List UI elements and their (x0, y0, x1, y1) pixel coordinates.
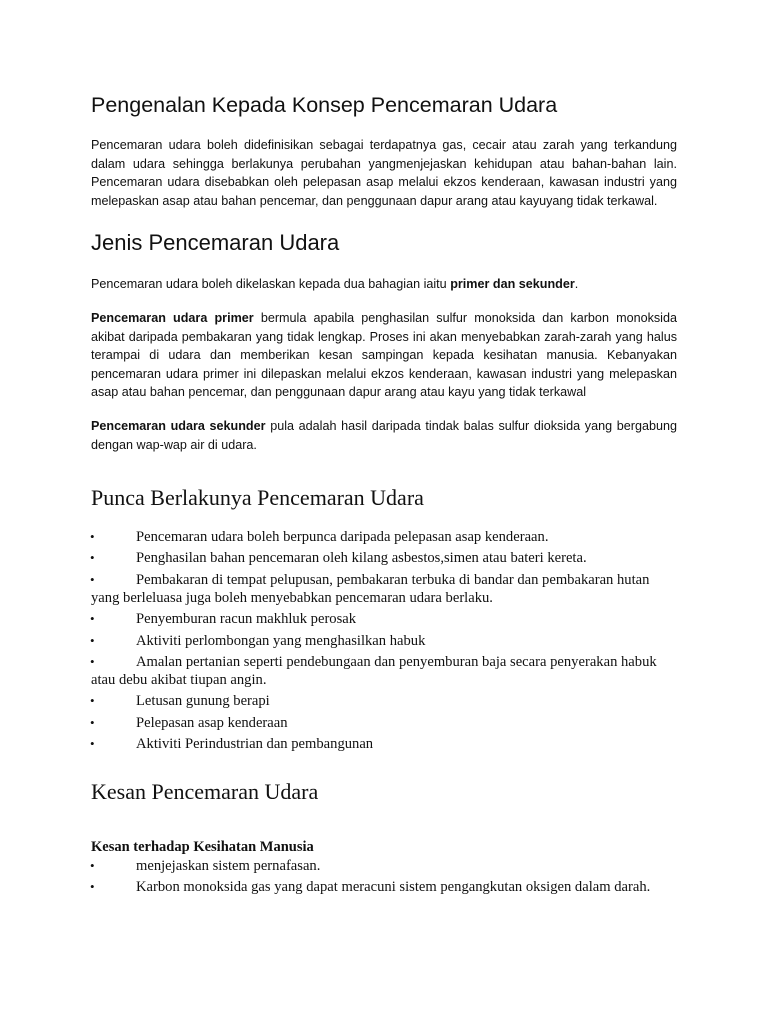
list-item (91, 735, 681, 753)
section-title-punca: Punca Berlakunya Pencemaran Udara (91, 485, 424, 510)
bullet-icon: • (90, 529, 95, 544)
bullet-icon: • (90, 736, 95, 752)
list-item (91, 653, 681, 689)
paragraph-classification (91, 275, 677, 294)
bullet-icon: • (90, 714, 95, 730)
list-item (91, 692, 681, 710)
bullet-icon: • (90, 879, 95, 895)
punca-list (91, 528, 681, 757)
list-item-text: Penghasilan bahan pencemaran oleh kilang asbestos,simen atau bateri kereta. (136, 550, 587, 567)
paragraph-sekunder (91, 417, 677, 454)
section-title-jenis: Jenis Pencemaran Udara (91, 230, 340, 255)
list-item-text: Aktiviti perlombongan yang menghasilkan habuk (136, 632, 426, 649)
list-item (91, 714, 681, 732)
bullet-icon: • (90, 653, 95, 669)
list-item (91, 610, 681, 628)
bullet-icon: • (90, 611, 95, 627)
paragraph-primer (91, 309, 677, 402)
section-title-kesan: Kesan Pencemaran Udara (91, 779, 319, 804)
list-item-text: Pembakaran di tempat pelupusan, pembakaran terbuka di bandar dan pembakaran hutan yang berleluasa juga boleh menyebabkan pencemaran udara berlaku. (91, 571, 650, 606)
primer-term: Pencemaran udara primer (91, 311, 254, 325)
paragraph-definition: Pencemaran udara boleh didefinisikan sebagai terdapatnya gas, cecair atau zarah yang terkandung dalam udara sehingga berlakunya perubahan yangmenjejaskan kehidupan atau bahan-bahan lain. Pencemaran udara disebabkan oleh pelepasan asap melalui ekzos kenderaan, kawasan industri yang melepaskan asap atau bahan pencemar, dan penggunaan dapur arang atau kayuyang tidak terkawal. (91, 138, 677, 208)
list-item-text: Aktiviti Perindustrian dan pembangunan (136, 736, 374, 753)
list-item-text: Pencemaran udara boleh berpunca daripada pelepasan asap kenderaan. (136, 529, 549, 545)
sekunder-text: pula adalah hasil daripada tindak balas sulfur dioksida yang bergabung dengan wap-wap air di udara. (91, 419, 677, 452)
section-title-pengenalan: Pengenalan Kepada Konsep Pencemaran Udara (91, 93, 558, 117)
list-item (91, 571, 681, 607)
list-item-text: Pelepasan asap kenderaan (136, 714, 288, 731)
primer-text: bermula apabila penghasilan sulfur monoksida dan karbon monoksida akibat daripada pembakaran yang tidak lengkap. Proses ini akan menyebabkan zarah-zarah yang halus terampai di udara dan memberikan kesan sampingan kepada kesihatan manusia. Kebanyakan pencemaran udara primer ini dilepaskan melalui ekzos kenderaan, kawasan industri yang melepaskan asap atau bahan pencemar, dan penggunaan dapur arang atau kayu yang tidak terkawal (91, 311, 677, 399)
list-item (91, 878, 681, 896)
bullet-icon: • (90, 858, 95, 873)
list-item (91, 549, 681, 567)
bullet-icon: • (90, 571, 95, 587)
list-item-text: Amalan pertanian seperti pendebungaan dan penyemburan baja secara penyerakan habuk atau debu akibat tiupan angin. (91, 653, 657, 688)
list-item-text: menjejaskan sistem pernafasan. (136, 858, 321, 874)
subheading-kesihatan: Kesan terhadap Kesihatan Manusia (91, 839, 314, 855)
list-item-text: Penyemburan racun makhluk perosak (136, 611, 357, 628)
kesan-list (91, 857, 681, 900)
classification-text: Pencemaran udara boleh dikelaskan kepada dua bahagian iaitu (91, 277, 451, 291)
list-item (91, 857, 681, 875)
list-item-text: Karbon monoksida gas yang dapat meracuni sistem pengangkutan oksigen dalam darah. (136, 879, 651, 896)
list-item-text: Letusan gunung berapi (136, 693, 270, 710)
bullet-icon: • (90, 550, 95, 566)
list-item (91, 528, 681, 546)
list-item (91, 632, 681, 650)
bullet-icon: • (90, 632, 95, 648)
classification-end: . (574, 277, 579, 291)
classification-bold: primer dan sekunder (450, 277, 575, 291)
bullet-icon: • (90, 693, 95, 709)
sekunder-term: Pencemaran udara sekunder (91, 419, 266, 433)
